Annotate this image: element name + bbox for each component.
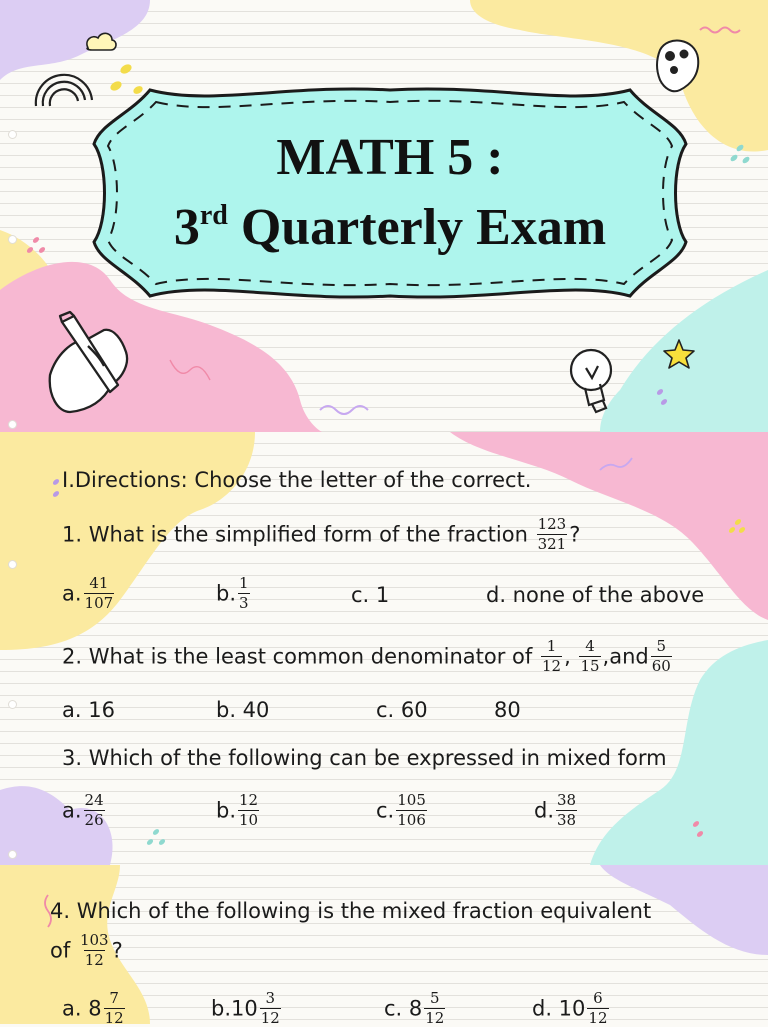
directions: I.Directions: Choose the letter of the correct. xyxy=(62,468,532,492)
question-2: 2. What is the least common denominator of $\frac{1}{12}$ , $\frac{4}{15}$ ,and $\frac{5}{60}$ xyxy=(62,637,671,675)
q1-option-a[interactable]: a. $\frac{41}{107}$ xyxy=(62,574,114,612)
q2-option-c[interactable]: c. 60 xyxy=(376,698,428,722)
q1-option-b[interactable]: b. $\frac{1}{3}$ xyxy=(216,574,249,612)
title-card xyxy=(90,84,690,302)
question-3: 3. Which of the following can be expressed in mixed form xyxy=(62,746,667,770)
q3-option-d[interactable]: d. $\frac{38}{38}$ xyxy=(534,791,577,829)
q4-option-a[interactable]: a. 8 $\frac{7}{12}$ xyxy=(62,989,124,1027)
q3-option-a[interactable]: a. $\frac{24}{26}$ xyxy=(62,791,104,829)
binder-hole xyxy=(8,700,17,709)
question-4: 4. Which of the following is the mixed fraction equivalent xyxy=(50,899,652,923)
lightbulb-icon xyxy=(571,350,611,412)
binder-hole xyxy=(8,420,17,429)
title-line-1: MATH 5 : xyxy=(276,129,504,186)
q4-option-b[interactable]: b.10 $\frac{3}{12}$ xyxy=(211,989,280,1027)
title-line-2: 3rd Quarterly Exam xyxy=(173,199,607,256)
binder-hole xyxy=(8,850,17,859)
question-1: 1. What is the simplified form of the fraction $\frac{123}{321}$ ? xyxy=(62,515,581,553)
q4-option-c[interactable]: c. 8 $\frac{5}{12}$ xyxy=(384,989,445,1027)
question-4-continued: of $\frac{103}{12}$ ? xyxy=(50,931,123,969)
binder-hole xyxy=(8,560,17,569)
rainbow-icon xyxy=(36,75,92,106)
binder-hole xyxy=(8,235,17,244)
q1-option-c[interactable]: c. 1 xyxy=(351,583,390,607)
sparkle-dots-left xyxy=(26,236,46,254)
q3-option-b[interactable]: b. $\frac{12}{10}$ xyxy=(216,791,259,829)
q3-option-c[interactable]: c. $\frac{105}{106}$ xyxy=(376,791,426,829)
binder-hole xyxy=(8,130,17,139)
q1-option-d[interactable]: d. none of the above xyxy=(486,583,705,607)
q2-option-b[interactable]: b. 40 xyxy=(216,698,270,722)
q2-option-d[interactable]: 80 xyxy=(494,698,521,722)
q2-option-a[interactable]: a. 16 xyxy=(62,698,115,722)
q4-option-d[interactable]: d. 10 $\frac{6}{12}$ xyxy=(532,989,608,1027)
